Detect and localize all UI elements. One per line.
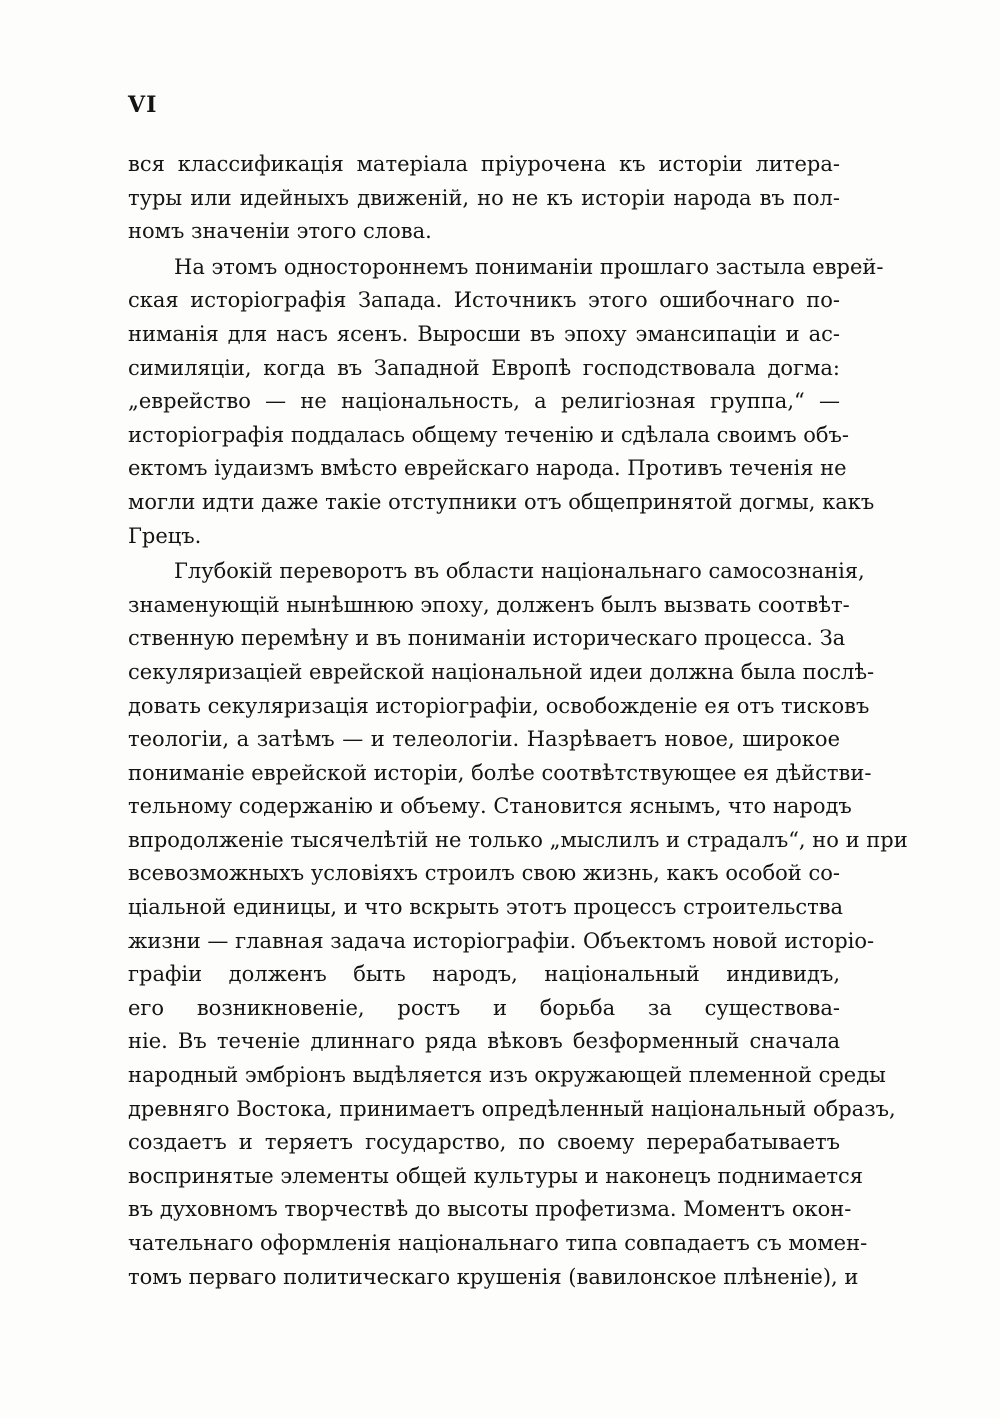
paragraph-western-historiography xyxy=(128,251,884,553)
text-line: воспринятые элементы общей культуры и наконецъ поднимается xyxy=(128,1163,863,1188)
text-line: могли идти даже такіе отступники отъ общепринятой догмы, какъ xyxy=(128,489,875,514)
text-line: „еврейство — не національность, а религіозная группа,“ — xyxy=(128,389,840,414)
text-line: томъ перваго политическаго крушенія (вавилонское плѣненіе), и xyxy=(128,1264,859,1289)
text-line: номъ значеніи этого слова. xyxy=(128,219,432,244)
text-line: теологіи, а затѣмъ — и телеологіи. Назрѣваетъ новое, широкое xyxy=(128,727,840,752)
text-line: пониманіе еврейской исторіи, болѣе соотвѣтствующее ея дѣйстви- xyxy=(128,760,872,785)
text-line: тельному содержанію и объему. Становится яснымъ, что народъ xyxy=(128,794,852,819)
text-line: ектомъ іудаизмъ вмѣсто еврейскаго народа. Противъ теченія не xyxy=(128,456,847,481)
text-line: древняго Востока, принимаетъ опредѣленный національный образъ, xyxy=(128,1096,896,1121)
text-line: всевозможныхъ условіяхъ строилъ свою жизнь, какъ особой со- xyxy=(128,861,840,886)
text-line: ніе. Въ теченіе длиннаго ряда вѣковъ безформенный сначала xyxy=(128,1029,840,1054)
text-line: вся классификація матеріала пріурочена къ исторіи литера- xyxy=(128,152,840,176)
text-line: его возникновеніе, ростъ и борьба за существова- xyxy=(128,995,840,1020)
text-line: На этомъ одностороннемъ пониманіи прошлаго застыла еврей- xyxy=(174,254,884,279)
text-line: довать секуляризація исторіографіи, освобожденіе ея отъ тисковъ xyxy=(128,693,870,718)
text-line: симиляціи, когда въ Западной Европѣ господствовала догма: xyxy=(128,355,840,380)
text-line: народный эмбріонъ выдѣляется изъ окружающей племенной среды xyxy=(128,1063,886,1088)
text-line: жизни — главная задача исторіографіи. Объектомъ новой исторіо- xyxy=(128,928,875,953)
text-line: ниманія для насъ ясенъ. Выросши въ эпоху эмансипаціи и ас- xyxy=(128,321,840,346)
text-line: создаетъ и теряетъ государство, по своему перерабатываетъ xyxy=(128,1130,840,1155)
text-line: въ духовномъ творчествѣ до высоты профетизма. Моментъ окон- xyxy=(128,1197,852,1222)
text-line: ственную перемѣну и въ пониманіи историческаго процесса. За xyxy=(128,626,846,651)
text-line: Глубокій переворотъ въ области національнаго самосознанія, xyxy=(174,559,865,584)
text-line: ская исторіографія Запада. Источникъ этого ошибочнаго по- xyxy=(128,288,840,313)
text-line: ціальной единицы, и что вскрыть этотъ процессъ строительства xyxy=(128,895,844,920)
text-line: чательнаго оформленія національнаго типа совпадаетъ съ момен- xyxy=(128,1231,868,1255)
paragraph-classification xyxy=(128,148,840,249)
body-text xyxy=(128,148,908,1294)
text-line: знаменующій нынѣшнюю эпоху, долженъ былъ вызвать соотвѣт- xyxy=(128,592,850,617)
text-line: Грецъ. xyxy=(128,523,202,548)
page-number: VI xyxy=(128,92,158,118)
text-line: секуляризаціей еврейской національной идеи должна была послѣ- xyxy=(128,659,875,684)
text-line: впродолженіе тысячелѣтій не только „мыслилъ и страдалъ“, но и при xyxy=(128,827,908,852)
text-line: графіи долженъ быть народъ, національный индивидъ, xyxy=(128,962,840,987)
paragraph-national-consciousness xyxy=(128,555,908,1294)
text-line: исторіографія поддалась общему теченію и сдѣлала своимъ объ- xyxy=(128,422,850,447)
text-line: туры или идейныхъ движеній, но не къ исторіи народа въ пол- xyxy=(128,185,840,210)
